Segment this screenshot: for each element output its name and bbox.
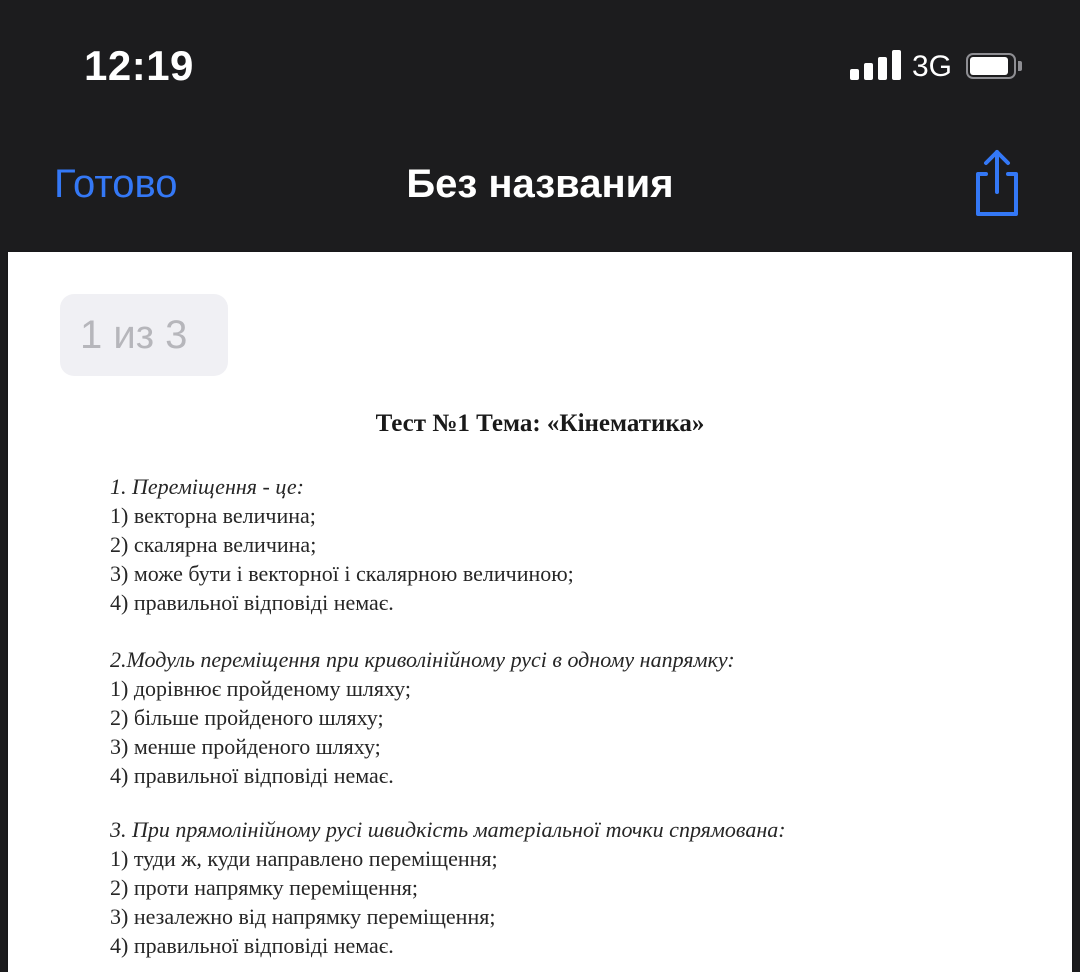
answer-option: 3) може бути і векторної і скалярною величиною; — [110, 561, 574, 586]
answer-option: 3) менше пройденого шляху; — [110, 734, 381, 759]
answer-option: 1) туди ж, куди направлено переміщення; — [110, 846, 498, 871]
answer-option: 2) проти напрямку переміщення; — [110, 875, 418, 900]
signal-bars-icon — [850, 50, 902, 80]
answer-option: 4) правильної відповіді немає. — [110, 933, 394, 958]
question-block — [110, 472, 574, 617]
question-block — [110, 815, 786, 960]
answer-option: 1) векторна величина; — [110, 503, 316, 528]
page-indicator: 1 из 3 — [60, 294, 228, 376]
question-text: 3. При прямолінійному русі швидкість матеріальної точки спрямована: — [110, 817, 786, 842]
network-type: 3G — [912, 50, 953, 83]
navigation-bar — [0, 130, 1080, 242]
answer-option: 3) незалежно від напрямку переміщення; — [110, 904, 496, 929]
answer-option: 2) більше пройденого шляху; — [110, 705, 384, 730]
battery-icon — [966, 53, 1024, 83]
document-name: Без названия — [406, 162, 674, 206]
status-bar — [0, 0, 1080, 130]
question-text: 1. Переміщення - це: — [110, 474, 304, 499]
answer-option: 4) правильної відповіді немає. — [110, 763, 394, 788]
answer-option: 1) дорівнює пройденому шляху; — [110, 676, 411, 701]
question-text: 2.Модуль переміщення при криволінійному русі в одному напрямку: — [110, 647, 735, 672]
status-time: 12:19 — [84, 42, 194, 89]
document-page[interactable] — [8, 252, 1072, 972]
question-block — [110, 645, 735, 790]
answer-option: 2) скалярна величина; — [110, 532, 317, 557]
answer-option: 4) правильної відповіді немає. — [110, 590, 394, 615]
share-button[interactable] — [964, 148, 1030, 218]
share-icon — [964, 148, 1030, 218]
done-button[interactable]: Готово — [54, 162, 178, 206]
document-title: Тест №1 Тема: «Кінематика» — [375, 410, 705, 437]
